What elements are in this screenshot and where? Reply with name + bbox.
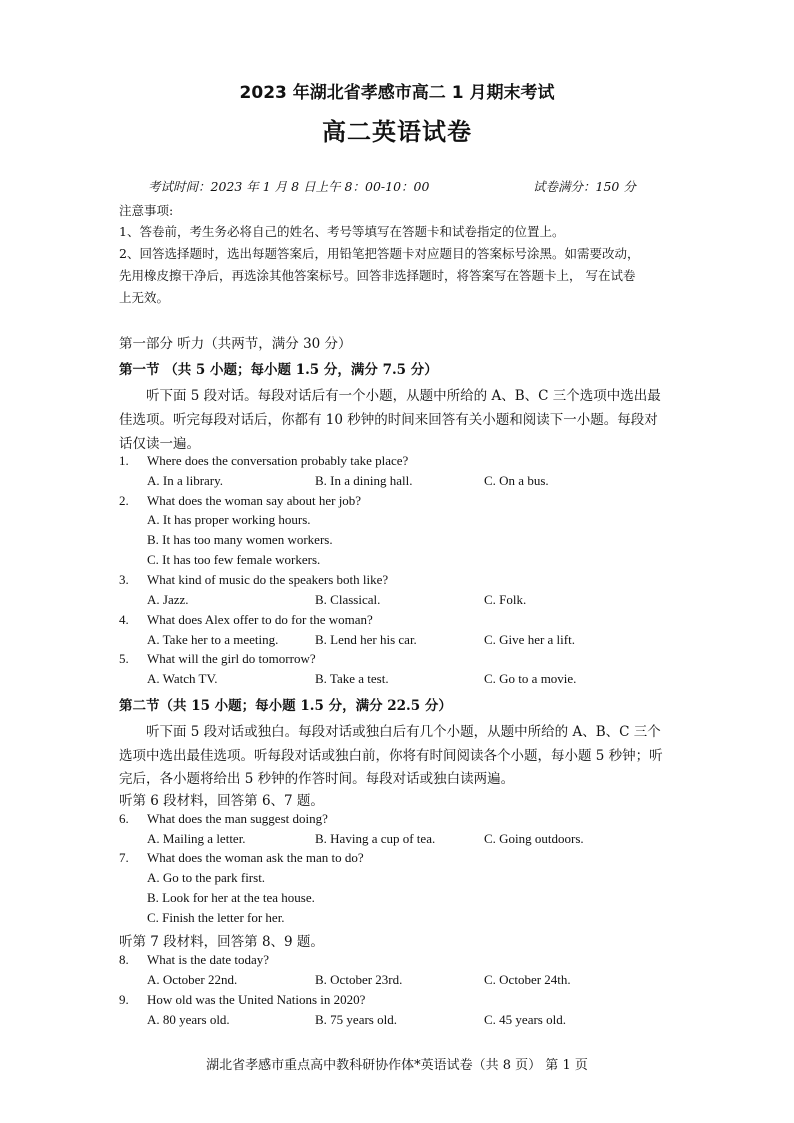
option-b: B. Look for her at the tea house. xyxy=(147,890,315,905)
option-a: A. It has proper working hours. xyxy=(147,512,311,527)
option-a: A. Go to the park first. xyxy=(147,870,266,885)
material-instruction: 听第 7 段材料，回答第 8、9 题。 xyxy=(119,934,324,950)
option-b: B. Take a test. xyxy=(315,671,389,686)
section2-instruction: 听下面 5 段对话或独白。每段对话或独白后有几个小题，从题中所给的 A、B、C 三个 xyxy=(146,724,661,740)
option-c: C. Going outdoors. xyxy=(484,831,584,846)
exam-score: 试卷满分：150 分 xyxy=(533,179,636,194)
part1-title: 第一部分 听力（共两节，满分 30 分） xyxy=(119,336,352,352)
option-c: C. It has too few female workers. xyxy=(147,552,321,567)
question-number: 1. xyxy=(119,453,129,468)
option-a: A. 80 years old. xyxy=(147,1012,230,1027)
material-instruction: 听第 6 段材料，回答第 6、7 题。 xyxy=(119,793,324,809)
subject-title: 高二英语试卷 xyxy=(322,118,472,146)
option-c: C. On a bus. xyxy=(484,473,549,488)
option-b: B. Lend her his car. xyxy=(315,632,417,647)
option-c: C. October 24th. xyxy=(484,972,571,987)
option-c: C. Folk. xyxy=(484,592,527,607)
option-b: B. Classical. xyxy=(315,592,381,607)
option-a: A. Jazz. xyxy=(147,592,189,607)
section1-title: 第一节 （共 5 小题；每小题 1.5 分，满分 7.5 分） xyxy=(119,362,438,378)
note-line: 先用橡皮擦干净后，再选涂其他答案标号。回答非选择题时，将答案写在答题卡上， 写在试卷 xyxy=(119,268,636,283)
section2-instruction: 选项中选出最佳选项。听每段对话或独白前，你将有时间阅读各个小题，每小题 5 秒钟；听 xyxy=(119,748,663,764)
option-c: C. Go to a movie. xyxy=(484,671,577,686)
exam-time: 考试时间：2023 年 1 月 8 日上午 8：00-10：00 xyxy=(148,179,430,194)
question-text: What does the man suggest doing? xyxy=(147,811,328,826)
question-text: How old was the United Nations in 2020? xyxy=(147,992,366,1007)
option-c: C. Give her a lift. xyxy=(484,632,575,647)
question-text: What will the girl do tomorrow? xyxy=(147,651,316,666)
exam-title: 2023 年湖北省孝感市高二 1 月期末考试 xyxy=(239,83,555,103)
question-number: 4. xyxy=(119,612,129,627)
question-number: 9. xyxy=(119,992,129,1007)
option-a: A. In a library. xyxy=(147,473,224,488)
question-number: 6. xyxy=(119,811,129,826)
section2-instruction: 完后，各小题将给出 5 秒钟的作答时间。每段对话或独白读两遍。 xyxy=(119,771,515,787)
question-text: What does Alex offer to do for the woman? xyxy=(147,612,373,627)
question-number: 2. xyxy=(119,493,129,508)
section1-instruction: 话仅读一遍。 xyxy=(119,436,200,452)
option-b: B. Having a cup of tea. xyxy=(315,831,436,846)
question-number: 8. xyxy=(119,952,129,967)
question-text: What is the date today? xyxy=(147,952,270,967)
question-number: 3. xyxy=(119,572,129,587)
page-footer: 湖北省孝感市重点高中教科研协作体*英语试卷（共 8 页） 第 1 页 xyxy=(206,1058,588,1073)
section1-instruction: 佳选项。听完每段对话后，你都有 10 秒钟的时间来回答有关小题和阅读下一小题。每段对 xyxy=(119,412,658,428)
option-a: A. Take her to a meeting. xyxy=(147,632,279,647)
question-number: 5. xyxy=(119,651,129,666)
note-line: 上无效。 xyxy=(119,290,170,305)
option-a: A. October 22nd. xyxy=(147,972,238,987)
option-b: B. October 23rd. xyxy=(315,972,403,987)
option-c: C. Finish the letter for her. xyxy=(147,910,285,925)
section2-title: 第二节（共 15 小题；每小题 1.5 分，满分 22.5 分） xyxy=(119,698,452,714)
question-text: What does the woman say about her job? xyxy=(147,493,362,508)
option-b: B. 75 years old. xyxy=(315,1012,397,1027)
notes-heading: 注意事项: xyxy=(119,203,174,218)
option-b: B. In a dining hall. xyxy=(315,473,413,488)
note-line: 2、回答选择题时，选出每题答案后，用铅笔把答题卡对应题目的答案标号涂黑。如需要改动， xyxy=(119,246,640,261)
section1-instruction: 听下面 5 段对话。每段对话后有一个小题，从题中所给的 A、B、C 三个选项中选出最 xyxy=(146,388,661,404)
question-text: What does the woman ask the man to do? xyxy=(147,850,364,865)
question-text: What kind of music do the speakers both like? xyxy=(147,572,389,587)
option-b: B. It has too many women workers. xyxy=(147,532,333,547)
note-line: 1、答卷前，考生务必将自己的姓名、考号等填写在答题卡和试卷指定的位置上。 xyxy=(119,224,565,239)
question-text: Where does the conversation probably take place? xyxy=(147,453,409,468)
option-a: A. Mailing a letter. xyxy=(147,831,246,846)
option-a: A. Watch TV. xyxy=(147,671,218,686)
question-number: 7. xyxy=(119,850,129,865)
option-c: C. 45 years old. xyxy=(484,1012,566,1027)
